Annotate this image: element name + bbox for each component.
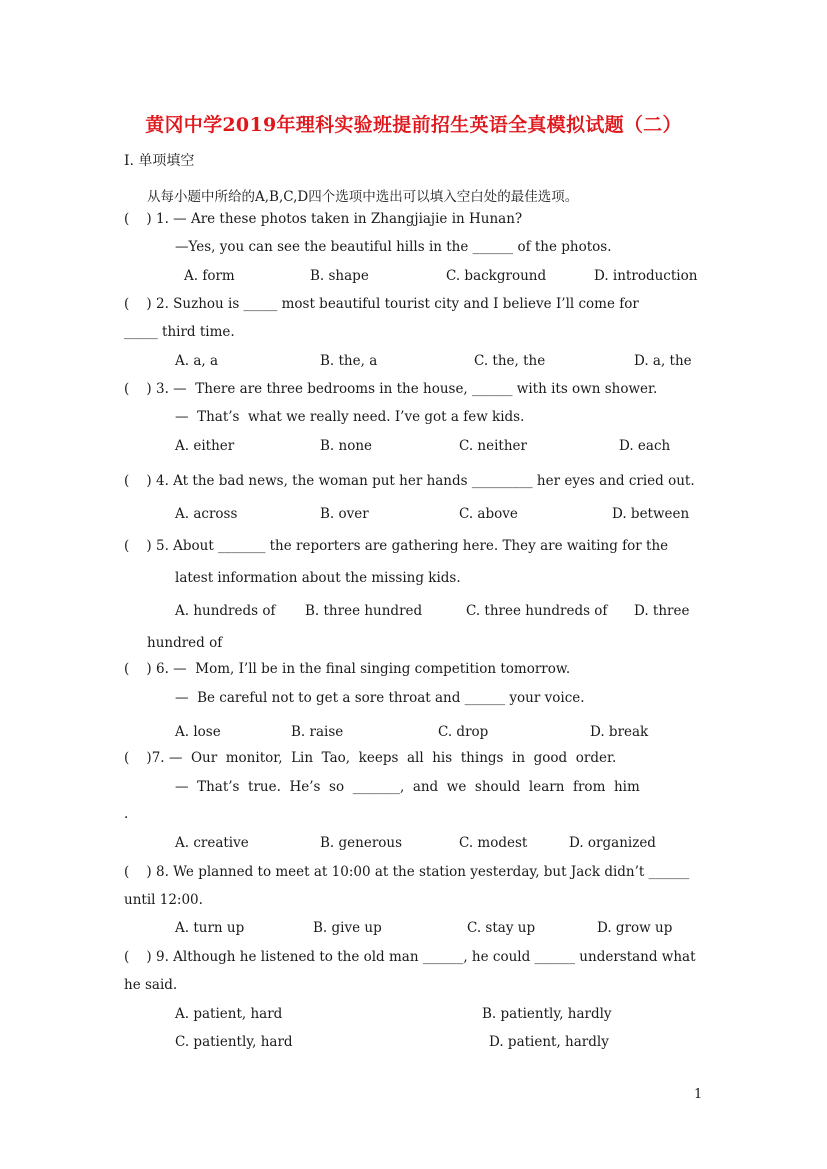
q4-option-a: A. across	[175, 506, 238, 522]
page-number: 1	[694, 1087, 703, 1102]
q8-option-a: A. turn up	[175, 920, 245, 936]
q2-option-d: D. a, the	[634, 353, 692, 369]
q6-stem-cont: — Be careful not to get a sore throat and ______ your voice.	[175, 690, 585, 706]
q3-option-a: A. either	[175, 438, 235, 454]
q2-stem-cont: _____ third time.	[124, 324, 235, 340]
q7-stem-end: .	[124, 806, 129, 822]
q8-stem: ( ) 8. We planned to meet at 10:00 at the station yesterday, but Jack didn’t ______	[124, 864, 690, 880]
q6-option-d: D. break	[590, 724, 649, 740]
q5-stem-cont: latest information about the missing kids.	[175, 570, 461, 586]
q1-option-a: A. form	[184, 268, 235, 284]
q3-option-c: C. neither	[459, 438, 527, 454]
q9-option-c: C. patiently, hard	[175, 1034, 293, 1050]
q5-option-a: A. hundreds of	[175, 603, 276, 619]
section-heading: I. 单项填空	[124, 153, 195, 169]
q4-option-c: C. above	[459, 506, 518, 522]
q3-option-b: B. none	[320, 438, 373, 454]
q2-stem: ( ) 2. Suzhou is _____ most beautiful tourist city and I believe I’ll come for	[124, 296, 639, 312]
q9-stem: ( ) 9. Although he listened to the old man ______, he could ______ understand what	[124, 949, 696, 965]
page-title: 黄冈中学2019年理科实验班提前招生英语全真模拟试题（二）	[145, 114, 682, 136]
q2-option-b: B. the, a	[320, 353, 378, 369]
q8-option-c: C. stay up	[467, 920, 536, 936]
q6-option-b: B. raise	[291, 724, 344, 740]
q9-option-a: A. patient, hard	[175, 1006, 283, 1022]
q5-option-d-cont: hundred of	[147, 635, 223, 651]
q2-option-c: C. the, the	[474, 353, 546, 369]
q4-stem: ( ) 4. At the bad news, the woman put her hands _________ her eyes and cried out.	[124, 473, 695, 489]
q6-option-c: C. drop	[438, 724, 489, 740]
q7-option-a: A. creative	[175, 835, 249, 851]
q4-option-b: B. over	[320, 506, 369, 522]
q7-option-d: D. organized	[569, 835, 656, 851]
q6-option-a: A. lose	[175, 724, 221, 740]
q4-option-d: D. between	[612, 506, 690, 522]
q7-option-b: B. generous	[320, 835, 403, 851]
q1-option-c: C. background	[446, 268, 547, 284]
q1-stem-cont: —Yes, you can see the beautiful hills in the ______ of the photos.	[175, 239, 612, 255]
q9-option-d: D. patient, hardly	[489, 1034, 609, 1050]
q1-option-d: D. introduction	[594, 268, 698, 284]
q3-stem: ( ) 3. — There are three bedrooms in the house, ______ with its own shower.	[124, 381, 658, 397]
q7-stem: ( )7. — Our monitor, Lin Tao, keeps all his things in good order.	[124, 750, 617, 766]
q7-option-c: C. modest	[459, 835, 528, 851]
q6-stem: ( ) 6. — Mom, I’ll be in the final singing competition tomorrow.	[124, 661, 571, 677]
q3-option-d: D. each	[619, 438, 671, 454]
q2-option-a: A. a, a	[175, 353, 219, 369]
q9-stem-cont: he said.	[124, 977, 178, 993]
q5-option-c: C. three hundreds of	[466, 603, 608, 619]
q8-option-b: B. give up	[313, 920, 382, 936]
q7-stem-cont: — That’s true. He’s so _______, and we should learn from him	[175, 779, 640, 795]
q1-stem: ( ) 1. — Are these photos taken in Zhangjiajie in Hunan?	[124, 211, 523, 227]
q8-stem-cont: until 12:00.	[124, 892, 203, 908]
q5-stem: ( ) 5. About _______ the reporters are gathering here. They are waiting for the	[124, 538, 669, 554]
q3-stem-cont: — That’s what we really need. I’ve got a few kids.	[175, 409, 525, 425]
q1-option-b: B. shape	[310, 268, 369, 284]
instructions: 从每小题中所给的A,B,C,D四个选项中选出可以填入空白处的最佳选项。	[147, 189, 579, 205]
q5-option-d: D. three	[634, 603, 690, 619]
q8-option-d: D. grow up	[597, 920, 673, 936]
q9-option-b: B. patiently, hardly	[482, 1006, 612, 1022]
q5-option-b: B. three hundred	[305, 603, 423, 619]
